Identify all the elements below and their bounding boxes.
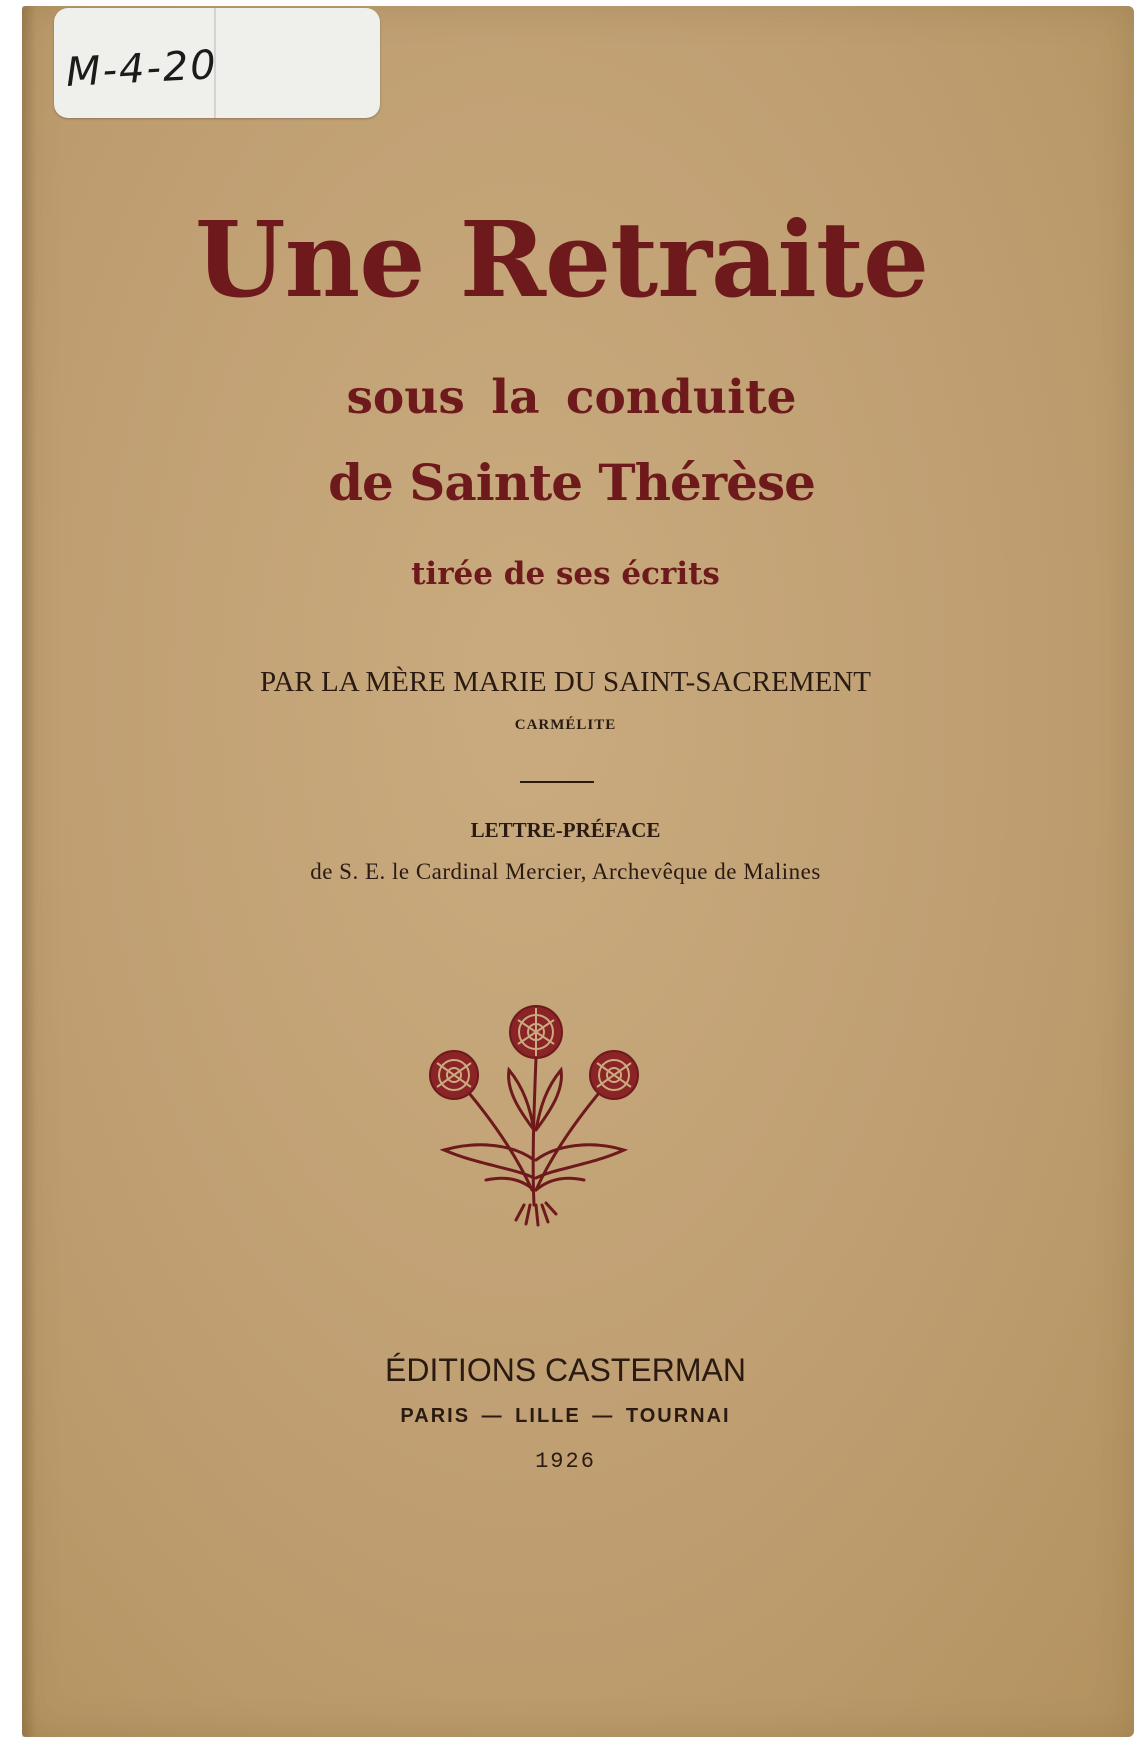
author-line: PAR LA MÈRE MARIE DU SAINT-SACREMENT xyxy=(260,666,871,698)
subtitle-line-2: de Sainte Thérèse xyxy=(328,453,815,512)
publisher-name: ÉDITIONS CASTERMAN xyxy=(385,1352,746,1388)
book-title: Une Retraite xyxy=(194,198,929,321)
divider-rule xyxy=(520,781,594,783)
library-label-text: M-4-20 xyxy=(64,42,219,96)
preface-author: de S. E. le Cardinal Mercier, Archevêque de Malines xyxy=(310,859,821,884)
publisher-cities: PARIS — LILLE — TOURNAI xyxy=(400,1405,731,1427)
subtitle-line-3: tirée de ses écrits xyxy=(411,556,720,592)
preface-heading: LETTRE-PRÉFACE xyxy=(470,818,661,842)
author-role: CARMÉLITE xyxy=(514,717,617,733)
subtitle-line-1: sous la conduite xyxy=(346,370,797,425)
flower-ornament-icon xyxy=(424,1000,644,1230)
publication-year: 1926 xyxy=(535,1449,596,1474)
